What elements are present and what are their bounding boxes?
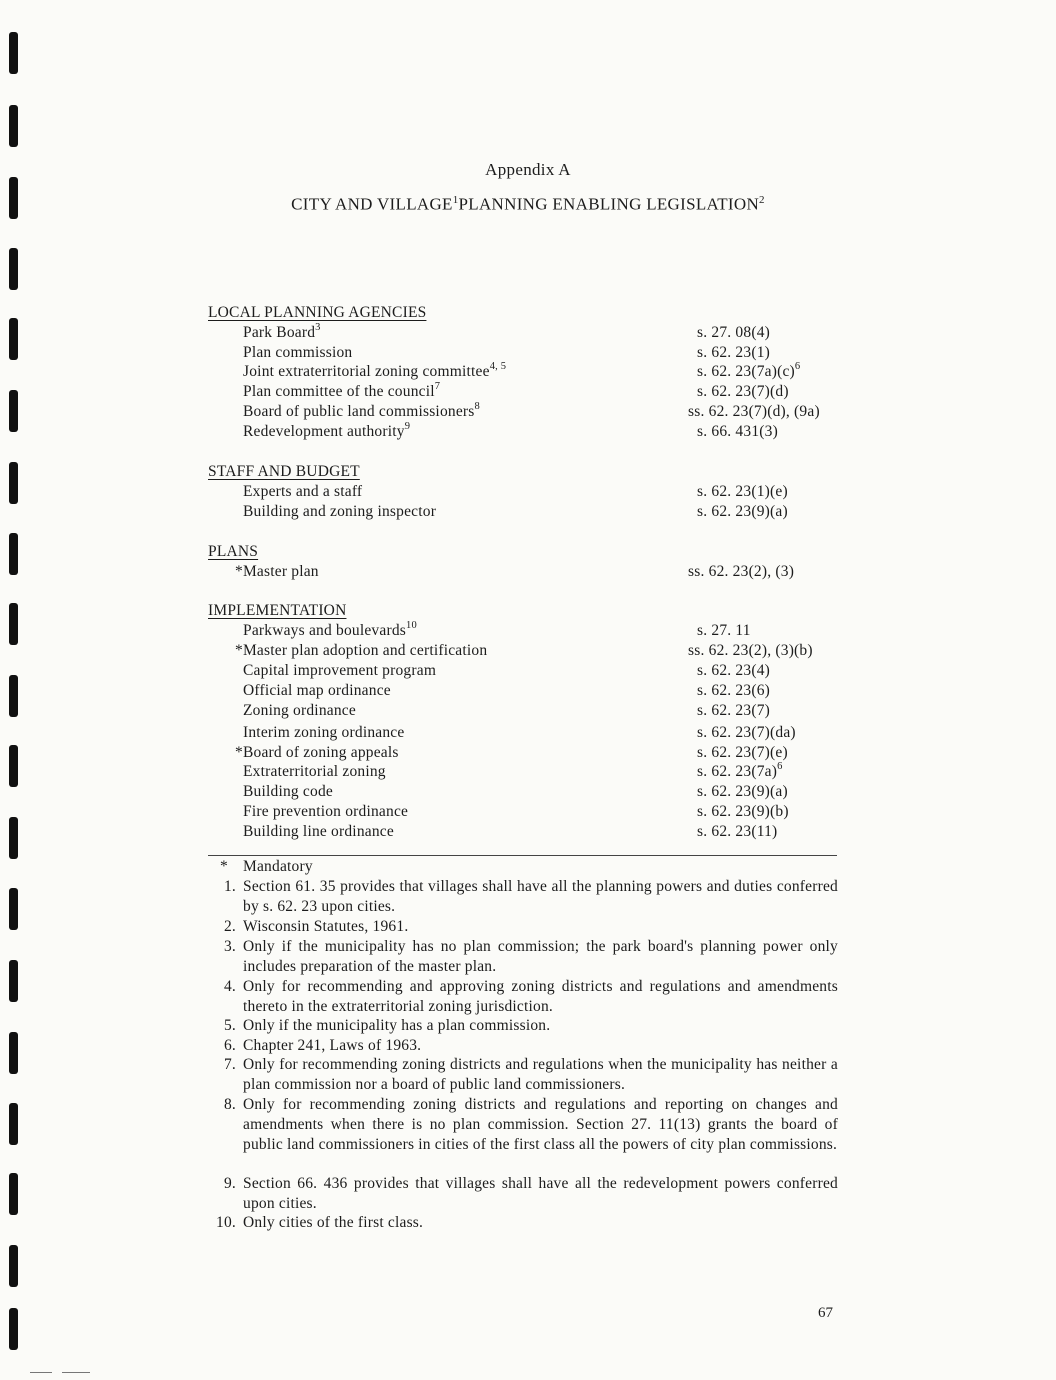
item-label: Extraterritorial zoning	[243, 763, 386, 780]
footnote-text: Only if the municipality has no plan commission; the park board's planning power only includes preparation of the master plan.	[243, 938, 838, 975]
footnote	[208, 1213, 838, 1233]
footnote-marker: 4.	[223, 978, 236, 995]
statute-citation: ss. 62. 23(2), (3)(b)	[688, 642, 813, 659]
footnote-text: Only cities of the first class.	[243, 1214, 424, 1231]
footnote-marker: 9.	[223, 1175, 236, 1192]
statute-citation: s. 62. 23(9)(a)	[697, 503, 788, 520]
binding-hole	[9, 888, 18, 930]
item-label: Joint extraterritorial zoning committee$^{4, 5}$	[243, 360, 507, 380]
footnote	[208, 977, 838, 1017]
item-label: Experts and a staff	[243, 483, 363, 500]
statute-citation: s. 62. 23(7)(da)	[697, 724, 796, 741]
statute-citation: s. 62. 23(7)	[697, 702, 771, 719]
footnote-marker: 8.	[223, 1096, 236, 1113]
statute-citation: s. 62. 23(7)(e)	[697, 744, 788, 761]
section-heading: IMPLEMENTATION	[208, 602, 347, 619]
statute-citation: s. 62. 23(9)(a)	[697, 783, 788, 800]
footnote-text: Only for recommending zoning districts and regulations and reporting on changes and amendments when there is no plan commission. Section 27. 11(13) grants the board of public land commissioners in cities of the first class all the powers of city plan commissions.	[243, 1096, 838, 1153]
item-label: Building line ordinance	[243, 823, 394, 840]
item-label: *Master plan	[235, 563, 319, 580]
binding-hole	[9, 533, 18, 575]
footnote-text: Only if the municipality has a plan commission.	[243, 1017, 551, 1034]
binding-hole	[9, 318, 18, 360]
binding-hole	[9, 248, 18, 290]
footnote-marker: *	[220, 858, 228, 875]
statute-citation: s. 62. 23(7)(d)	[697, 383, 789, 400]
binding-hole	[9, 745, 18, 787]
footnote	[208, 1174, 838, 1214]
footnote-text: Chapter 241, Laws of 1963.	[243, 1037, 422, 1054]
page-number: 67	[818, 1305, 833, 1321]
statute-citation: s. 62. 23(6)	[697, 682, 771, 699]
footnote-text: Section 66. 436 provides that villages shall have all the redevelopment powers conferred upon cities.	[243, 1175, 838, 1212]
footnote-marker: 10.	[216, 1214, 236, 1231]
footnote-divider	[208, 855, 837, 856]
section-heading: PLANS	[208, 543, 259, 560]
footnote-marker: 7.	[223, 1056, 236, 1073]
appendix-label: Appendix A	[485, 160, 571, 179]
footnote	[208, 1055, 838, 1095]
binding-hole	[9, 1245, 18, 1287]
footnote-text: Wisconsin Statutes, 1961.	[243, 918, 409, 935]
item-label: *Master plan adoption and certification	[235, 642, 488, 659]
binding-hole	[9, 675, 18, 717]
footnote-text: Section 61. 35 provides that villages shall have all the planning powers and duties conferred by s. 62. 23 upon cities.	[243, 878, 838, 915]
footnote-text: Mandatory	[243, 858, 313, 875]
binding-hole	[9, 1308, 18, 1350]
footnote	[208, 1095, 838, 1175]
statute-citation: ss. 62. 23(7)(d), (9a)	[688, 403, 820, 420]
footnote	[208, 857, 838, 877]
footnote	[208, 937, 838, 977]
footnote-text: Only for recommending zoning districts and regulations when the municipality has neither a plan commission nor a board of public land commissioners.	[243, 1056, 838, 1093]
statute-citation: s. 62. 23(11)	[697, 823, 778, 840]
item-label: Plan commission	[243, 344, 353, 361]
item-label: Capital improvement program	[243, 662, 437, 679]
binding-hole	[9, 817, 18, 859]
item-label: Building and zoning inspector	[243, 503, 437, 520]
footnote-marker: 6.	[223, 1037, 236, 1054]
binding-hole	[9, 32, 18, 74]
statute-citation: s. 62. 23(9)(b)	[697, 803, 789, 820]
statute-citation: s. 27. 11	[697, 622, 751, 639]
scan-edge-mark	[62, 1372, 90, 1373]
item-label: Interim zoning ordinance	[243, 724, 405, 741]
item-label: Building code	[243, 783, 333, 800]
footnote	[208, 877, 838, 917]
statute-citation: s. 66. 431(3)	[697, 423, 778, 440]
footnote-marker: 2.	[223, 918, 236, 935]
footnote-marker: 3.	[223, 938, 236, 955]
footnote-marker: 1.	[223, 878, 236, 895]
item-label: Redevelopment authority$^9$	[243, 420, 411, 440]
statute-citation: s. 62. 23(1)(e)	[697, 483, 788, 500]
binding-hole	[9, 1032, 18, 1074]
binding-hole	[9, 960, 18, 1002]
binding-hole	[9, 1103, 18, 1145]
statute-citation: s. 27. 08(4)	[697, 324, 771, 341]
item-label: Fire prevention ordinance	[243, 803, 409, 820]
section-heading: LOCAL PLANNING AGENCIES	[208, 304, 427, 321]
statute-citation: s. 62. $23(7a)(c)^6$	[697, 360, 801, 380]
footnote	[208, 1036, 838, 1056]
statute-citation: s. 62. $23(7a)^6$	[697, 760, 783, 780]
section-heading: STAFF AND BUDGET	[208, 463, 360, 480]
binding-hole	[9, 462, 18, 504]
item-label: Zoning ordinance	[243, 702, 356, 719]
item-label: Park Board$^3$	[243, 321, 321, 341]
statute-citation: s. 62. 23(4)	[697, 662, 771, 679]
item-label: *Board of zoning appeals	[235, 744, 399, 761]
item-label: Board of public land commissioners$^8$	[243, 400, 480, 420]
statute-citation: s. 62. 23(1)	[697, 344, 771, 361]
footnote	[208, 917, 838, 937]
binding-hole	[9, 390, 18, 432]
item-label: Parkways and boulevards$^{10}$	[243, 619, 417, 639]
item-label: Plan committee of the council$^7$	[243, 380, 441, 400]
footnote-text: Only for recommending and approving zoning districts and regulations and amendments thereto in the extraterritorial zoning jurisdiction.	[243, 978, 838, 1015]
binding-hole	[9, 105, 18, 147]
statute-citation: ss. 62. 23(2), (3)	[688, 563, 795, 580]
scan-edge-mark	[30, 1372, 52, 1373]
binding-hole	[9, 1173, 18, 1215]
binding-hole	[9, 603, 18, 645]
footnote	[208, 1016, 838, 1036]
footnote-marker: 5.	[223, 1017, 236, 1034]
page-title: CITY AND VILLAGE$^1$PLANNING ENABLING LEGISLATION$^2$	[291, 194, 765, 214]
item-label: Official map ordinance	[243, 682, 391, 699]
